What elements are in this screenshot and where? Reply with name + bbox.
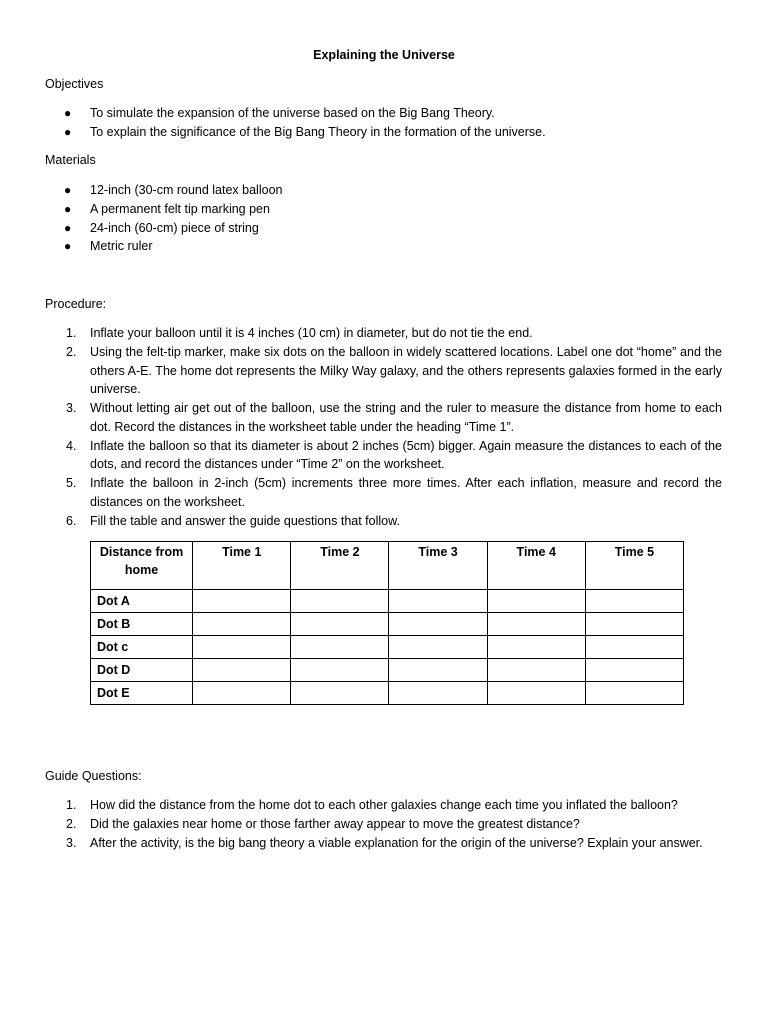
list-item: 4. Inflate the balloon so that its diameter is about 2 inches (5cm) bigger. Again measure the distances to each of the dots, and record the distances under “Time 2” on the worksheet.	[66, 438, 722, 472]
table-cell[interactable]	[389, 613, 487, 636]
list-item: 1. Inflate your balloon until it is 4 inches (10 cm) in diameter, but do not tie the end.	[66, 326, 533, 340]
list-item: ● To explain the significance of the Big Bang Theory in the formation of the universe.	[0, 123, 768, 142]
list-item: ● 24-inch (60-cm) piece of string	[0, 219, 768, 238]
table-cell[interactable]	[291, 613, 389, 636]
column-header: Time 5	[585, 542, 683, 590]
table-cell[interactable]	[487, 613, 585, 636]
column-header: Distance from home	[91, 542, 193, 590]
table-row	[91, 659, 684, 682]
table-cell[interactable]	[193, 613, 291, 636]
table-cell[interactable]	[487, 659, 585, 682]
row-label: Dot E	[91, 682, 193, 705]
table-cell[interactable]	[585, 590, 683, 613]
table-row	[91, 613, 684, 636]
list-item: 3. Without letting air get out of the balloon, use the string and the ruler to measure the distance from home to each dot. Record the distances in the worksheet table under the heading “Time 1”.	[66, 401, 722, 434]
table-cell[interactable]	[487, 682, 585, 705]
table-cell[interactable]	[585, 613, 683, 636]
materials-list	[0, 181, 768, 256]
procedure-list	[0, 324, 768, 530]
table-cell[interactable]	[389, 682, 487, 705]
table-row	[91, 636, 684, 659]
row-label: Dot D	[91, 659, 193, 682]
bullet-icon: ●	[64, 201, 72, 216]
table-cell[interactable]	[291, 636, 389, 659]
column-header: Time 1	[193, 542, 291, 590]
objectives-list	[0, 104, 768, 142]
table-cell[interactable]	[585, 636, 683, 659]
bullet-icon: ●	[64, 239, 72, 254]
list-item: 1. How did the distance from the home dot to each other galaxies change each time you inflated the balloon?	[66, 798, 678, 812]
bullet-icon: ●	[64, 220, 72, 235]
procedure-heading: Procedure:	[45, 297, 107, 311]
column-header: Time 2	[291, 542, 389, 590]
list-item: ● 12-inch (30-cm round latex balloon	[0, 181, 768, 200]
table-header-row	[91, 542, 684, 590]
table-cell[interactable]	[389, 659, 487, 682]
guide-questions-list	[0, 796, 768, 852]
table-row	[91, 682, 684, 705]
list-item: ● A permanent felt tip marking pen	[0, 200, 768, 219]
table-cell[interactable]	[291, 590, 389, 613]
row-label: Dot c	[91, 636, 193, 659]
materials-heading: Materials	[45, 153, 96, 167]
list-item: 2. Did the galaxies near home or those farther away appear to move the greatest distance?	[66, 816, 580, 831]
list-item: 6. Fill the table and answer the guide questions that follow.	[66, 513, 400, 528]
list-item: 3. After the activity, is the big bang theory a viable explanation for the origin of the universe? Explain your answer.	[66, 835, 703, 850]
objectives-heading: Objectives	[45, 77, 104, 91]
bullet-icon: ●	[64, 106, 72, 120]
table-row	[91, 590, 684, 613]
table-cell[interactable]	[389, 636, 487, 659]
bullet-icon: ●	[64, 124, 72, 139]
table-cell[interactable]	[193, 682, 291, 705]
row-label: Dot A	[91, 590, 193, 613]
column-header: Time 4	[487, 542, 585, 590]
table-cell[interactable]	[291, 659, 389, 682]
document-title: Explaining the Universe	[313, 48, 455, 62]
bullet-icon: ●	[64, 183, 72, 197]
table-cell[interactable]	[487, 590, 585, 613]
table-cell[interactable]	[291, 682, 389, 705]
list-item: 2. Using the felt-tip marker, make six dots on the balloon in widely scattered locations. Label one dot “home” and the others A-E. The home dot represents the Milky Way galaxy, and the others represents galaxies formed in the early universe.	[66, 344, 722, 397]
list-item: ● Metric ruler	[0, 237, 768, 256]
table-cell[interactable]	[585, 659, 683, 682]
row-label: Dot B	[91, 613, 193, 636]
column-header: Time 3	[389, 542, 487, 590]
worksheet-table	[90, 541, 684, 705]
table-cell[interactable]	[389, 590, 487, 613]
table-cell[interactable]	[585, 682, 683, 705]
list-item: ● To simulate the expansion of the universe based on the Big Bang Theory.	[0, 104, 768, 123]
table-cell[interactable]	[487, 636, 585, 659]
table-cell[interactable]	[193, 590, 291, 613]
guide-questions-heading: Guide Questions:	[45, 769, 142, 783]
table-cell[interactable]	[193, 636, 291, 659]
table-cell[interactable]	[193, 659, 291, 682]
list-item: 5. Inflate the balloon in 2-inch (5cm) increments three more times. After each inflation, measure and record the distances on the worksheet.	[66, 476, 722, 509]
